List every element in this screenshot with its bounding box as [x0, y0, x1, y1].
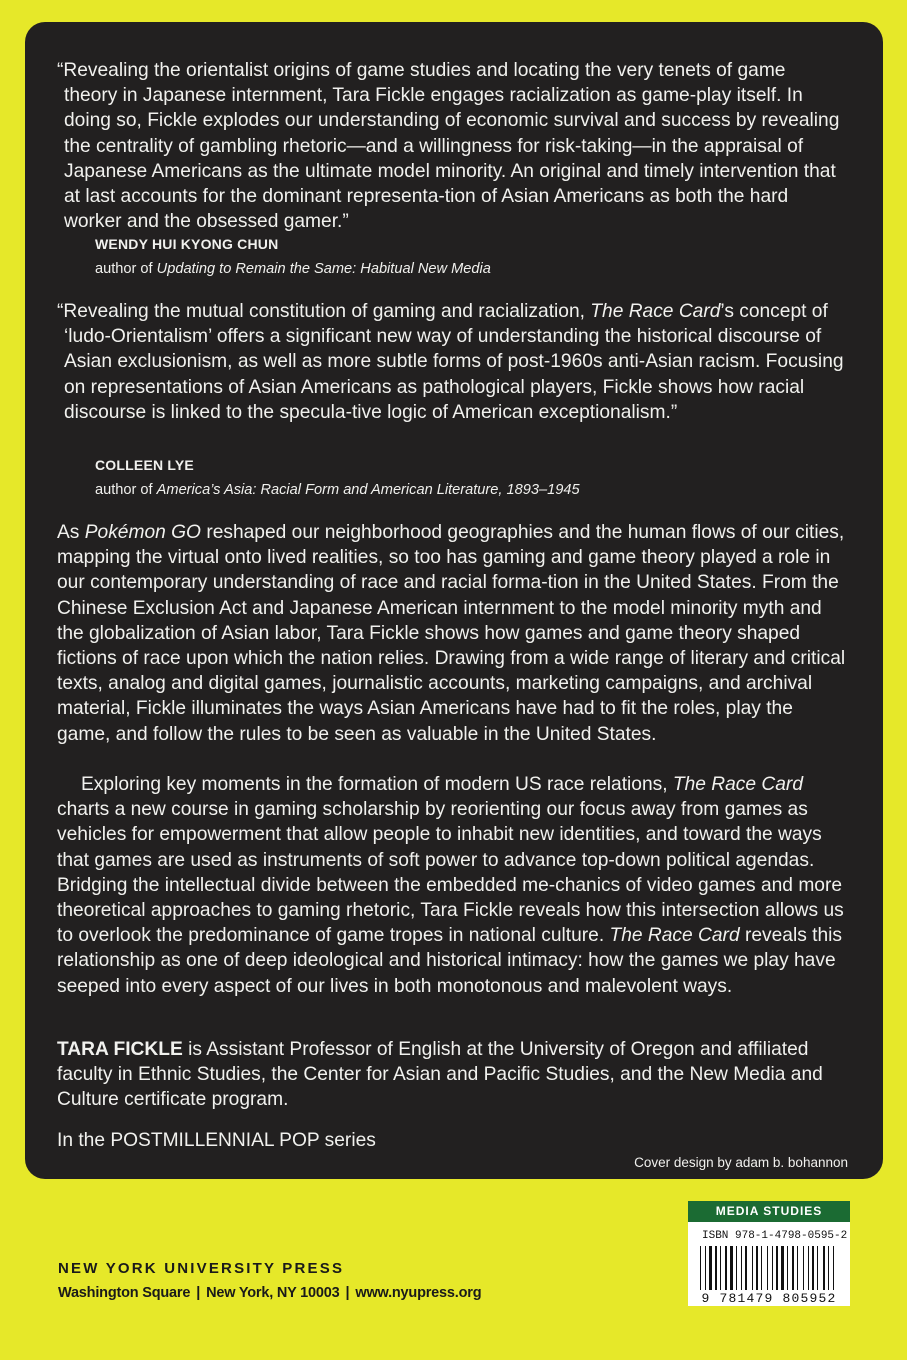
quote-2-book-title: The Race Card — [590, 301, 721, 322]
blurb-book-title-2: America’s Asia: Racial Form and American Literature, 1893–1945 — [156, 482, 580, 498]
barcode-icon — [700, 1246, 838, 1290]
race-card-title: The Race Card — [672, 774, 803, 795]
blurb-author-2: COLLEEN LYE — [95, 457, 194, 473]
blurb-quote-1: “Revealing the orientalist origins of game studies and locating the very tenets of game theory in Japanese internment, Tara Fickle engages racialization as game-play itself. In doing so, Fickle explodes our understanding of economic survival and success by revealing the centrality of gambling rhetoric—and a willingness for risk-taking—in the appraisal of Japanese Americans as the ultimate model minority. An original and timely intervention that at last accounts for the dominant representa-tion of Asian Americans as both the hard worker and the obsessed gamer.” — [57, 60, 840, 233]
back-cover-text-panel — [25, 22, 883, 1179]
p1-text: reshaped our neighborhood geographies and the human flows of our cities, mapping the virtual onto lived realities, so too has gaming and game theory played a role in our contemporary understanding of race and racial forma-tion in the United States. From the Chinese Exclusion Act and Japanese American internment to the model minority myth and the globalization of Asian labor, Tara Fickle shows how games and game theory shaped fictions of race upon which the nation relies. Drawing from a wide range of literary and critical texts, analog and digital games, journalistic accounts, marketing campaigns, and archival material, Fickle illuminates the ways Asian Americans have had to fit the roles, play the game, and follow the rules to be seen as valuable in the United States. — [57, 522, 846, 745]
p2-lead: Exploring key moments in the formation of modern US race relations, — [81, 774, 673, 795]
pokemon-go-title: Pokémon GO — [84, 522, 201, 543]
barcode-block — [688, 1201, 850, 1306]
publisher-address — [58, 1285, 481, 1301]
author-name: TARA FICKLE — [57, 1039, 183, 1060]
blurb-book-1 — [95, 261, 491, 277]
blurb-book-2 — [95, 482, 580, 498]
series-note: In the POSTMILLENNIAL POP series — [57, 1130, 376, 1151]
cover-credit: Cover design by adam b. bohannon — [634, 1155, 848, 1170]
description-paragraph-1 — [57, 520, 849, 747]
publisher-block — [58, 1260, 481, 1301]
barcode-digits: 9 781479 805952 — [701, 1291, 837, 1306]
publisher-website: www.nyupress.org — [355, 1285, 482, 1301]
separator: | — [345, 1285, 350, 1301]
separator: | — [196, 1285, 201, 1301]
race-card-title: The Race Card — [609, 925, 740, 947]
author-bio-text: is Assistant Professor of English at the University of Oregon and affiliated faculty in Ethnic Studies, the Center for Asian and Pacific Studies, and the New Media and Culture certificate program. — [57, 1039, 823, 1111]
author-bio — [57, 1037, 849, 1113]
p2-end: reveals this relationship as one of deep ideological and historical intimacy: how the games we play have seeped into every aspect of our lives in both monotonous and malevolent ways. — [57, 925, 842, 997]
blurb-quote-2 — [57, 299, 844, 425]
barcode-area — [688, 1222, 850, 1306]
isbn-label: ISBN 978-1-4798-0595-2 — [702, 1230, 848, 1242]
quote-2-start: “Revealing the mutual constitution of gaming and racialization, — [57, 301, 591, 322]
author-of-prefix: author of — [95, 482, 157, 498]
blurb-book-title-1: Updating to Remain the Same: Habitual New Media — [156, 261, 491, 277]
category-tag: MEDIA STUDIES — [688, 1201, 850, 1222]
description-paragraph-2 — [57, 772, 849, 999]
publisher-address-street: Washington Square — [58, 1285, 191, 1301]
p2-mid: charts a new course in gaming scholarship by reorienting our focus away from games as vehicles for empowerment that allow people to inhabit new identities, and toward the ways that games are used as instruments of soft power to advance top-down political agendas. Bridging the intellectual divide between the embedded me-chanics of video games and more theoretical approaches to gaming rhetoric, Tara Fickle reveals how this intersection allows us to overlook the predominance of game tropes in national culture. — [57, 799, 844, 947]
publisher-address-city: New York, NY 10003 — [206, 1285, 340, 1301]
author-of-prefix: author of — [95, 261, 157, 277]
p1-lead: As — [57, 522, 85, 543]
blurb-author-1: WENDY HUI KYONG CHUN — [95, 236, 279, 252]
publisher-name: NEW YORK UNIVERSITY PRESS — [58, 1260, 345, 1277]
quote-2-end: ’s concept of ‘ludo-Orientalism’ offers a significant new way of understanding the historical discourse of Asian exclusionism, as well as more subtle forms of post-1960s anti-Asian racism. Focusing on representations of Asian Americans as pathological players, Fickle shows how racial discourse is linked to the specula-tive logic of American exceptionalism.” — [64, 301, 844, 423]
